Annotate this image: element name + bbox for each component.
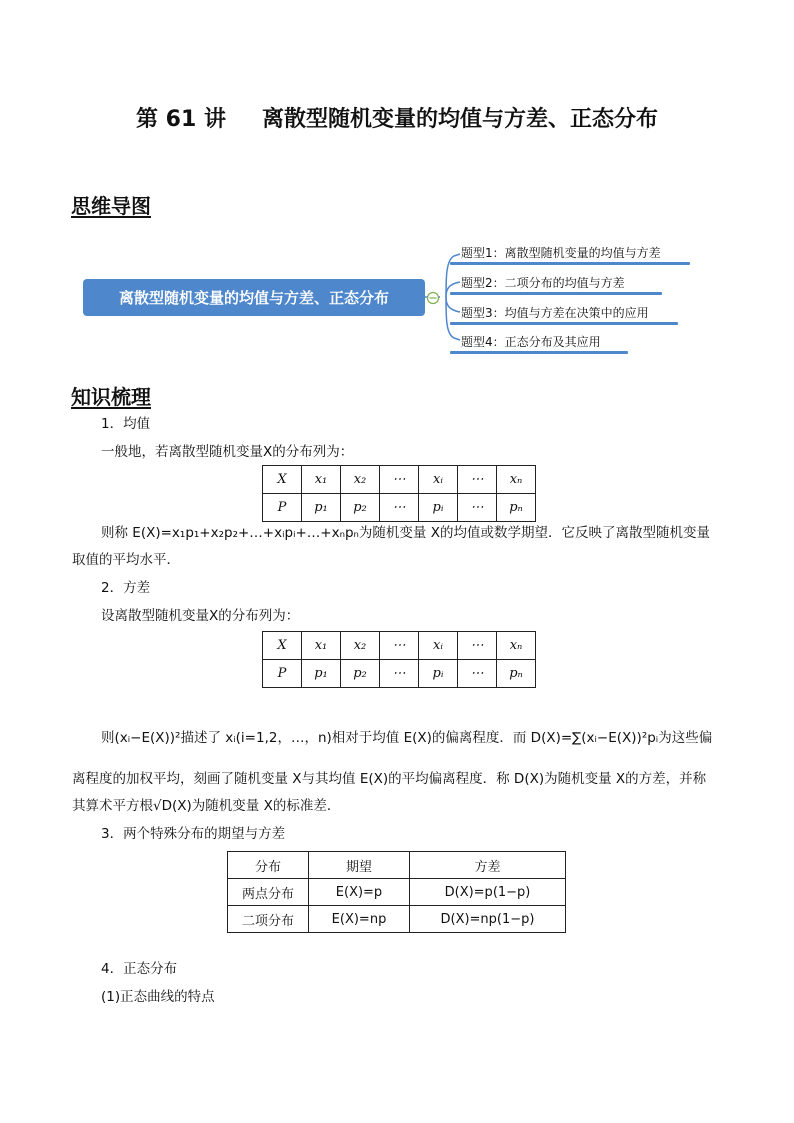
table-cell: ⋯ — [380, 660, 419, 688]
section-3-title: 3．两个特殊分布的期望与方差 — [101, 826, 286, 842]
mindmap-item-2: 题型2：二项分布的均值与方差 — [461, 276, 625, 290]
table-cell: ⋯ — [380, 494, 419, 522]
table-cell: x₁ — [302, 466, 341, 494]
table-cell: E(X)=p — [309, 879, 410, 906]
table-cell: ⋯ — [458, 660, 497, 688]
page-title — [0, 102, 794, 133]
table-cell: E(X)=np — [309, 906, 410, 933]
table-cell: pᵢ — [419, 494, 458, 522]
table-cell: ⋯ — [458, 632, 497, 660]
lecture-topic: 离散型随机变量的均值与方差、正态分布 — [261, 107, 658, 132]
distribution-table-1 — [262, 465, 536, 522]
mindmap-underline — [450, 262, 690, 265]
table-cell: p₁ — [302, 660, 341, 688]
table-cell: ⋯ — [380, 632, 419, 660]
table-cell: xₙ — [497, 466, 536, 494]
mindmap-underline — [450, 322, 678, 325]
mindmap-underline — [450, 292, 662, 295]
special-distribution-table — [227, 851, 566, 933]
section-4-sub1: (1)正态曲线的特点 — [101, 989, 215, 1005]
table-row — [228, 906, 566, 933]
variance-definition-cont: 离程度的加权平均，刻画了随机变量 X与其均值 E(X)的平均偏离程度．称 D(X)为随机变量 X的方差，并称 — [72, 771, 707, 787]
table-cell: xₙ — [497, 632, 536, 660]
table-header: 分布 — [228, 852, 309, 879]
table-cell: D(X)=p(1−p) — [410, 879, 566, 906]
section-1-title: 1．均值 — [101, 416, 151, 432]
table-row — [228, 879, 566, 906]
mean-definition: 则称 E(X)=x₁p₁+x₂p₂+…+xᵢpᵢ+…+xₙpₙ为随机变量 X的均值或数学期望．它反映了离散型随机变量 — [101, 525, 710, 541]
table-cell: 两点分布 — [228, 879, 309, 906]
table-cell: x₂ — [341, 466, 380, 494]
table-cell: ⋯ — [380, 466, 419, 494]
table-cell: pₙ — [497, 660, 536, 688]
table-header: 方差 — [410, 852, 566, 879]
table-cell: X — [263, 466, 302, 494]
mindmap-root: 离散型随机变量的均值与方差、正态分布 — [83, 279, 425, 316]
knowledge-heading: 知识梳理 — [71, 385, 151, 409]
distribution-table-2 — [262, 631, 536, 688]
table-cell: p₁ — [302, 494, 341, 522]
table-cell: ⋯ — [458, 494, 497, 522]
table-cell: x₂ — [341, 632, 380, 660]
section-2-intro: 设离散型随机变量X的分布列为： — [101, 608, 300, 624]
table-cell: xᵢ — [419, 632, 458, 660]
table-cell: xᵢ — [419, 466, 458, 494]
table-cell: ⋯ — [458, 466, 497, 494]
mindmap-item-3: 题型3：均值与方差在决策中的应用 — [461, 306, 649, 320]
mindmap-underline — [450, 351, 628, 354]
section-2-title: 2．方差 — [101, 580, 151, 596]
mindmap-heading: 思维导图 — [71, 194, 151, 218]
section-1-intro: 一般地，若离散型随机变量X的分布列为： — [101, 444, 354, 460]
table-header: 期望 — [309, 852, 410, 879]
variance-definition: 则(xᵢ−E(X))²描述了 xᵢ(i=1,2，…，n)相对于均值 E(X)的偏离程度．而 D(X)=∑(xᵢ−E(X))²pᵢ为这些偏 — [101, 730, 713, 746]
table-cell: 二项分布 — [228, 906, 309, 933]
table-cell: p₂ — [341, 660, 380, 688]
lecture-number: 第 61 讲 — [136, 107, 226, 132]
table-cell: P — [263, 494, 302, 522]
collapse-icon[interactable] — [426, 291, 440, 305]
table-cell: X — [263, 632, 302, 660]
mindmap-item-1: 题型1：离散型随机变量的均值与方差 — [461, 246, 661, 260]
table-cell: p₂ — [341, 494, 380, 522]
mindmap-item-4: 题型4：正态分布及其应用 — [461, 335, 601, 349]
mean-definition-cont: 取值的平均水平． — [72, 552, 180, 568]
table-cell: D(X)=np(1−p) — [410, 906, 566, 933]
table-cell: P — [263, 660, 302, 688]
std-deviation-definition: 其算术平方根√D(X)为随机变量 X的标准差． — [72, 798, 341, 814]
table-cell: x₁ — [302, 632, 341, 660]
section-4-title: 4．正态分布 — [101, 961, 178, 977]
table-cell: pᵢ — [419, 660, 458, 688]
table-cell: pₙ — [497, 494, 536, 522]
